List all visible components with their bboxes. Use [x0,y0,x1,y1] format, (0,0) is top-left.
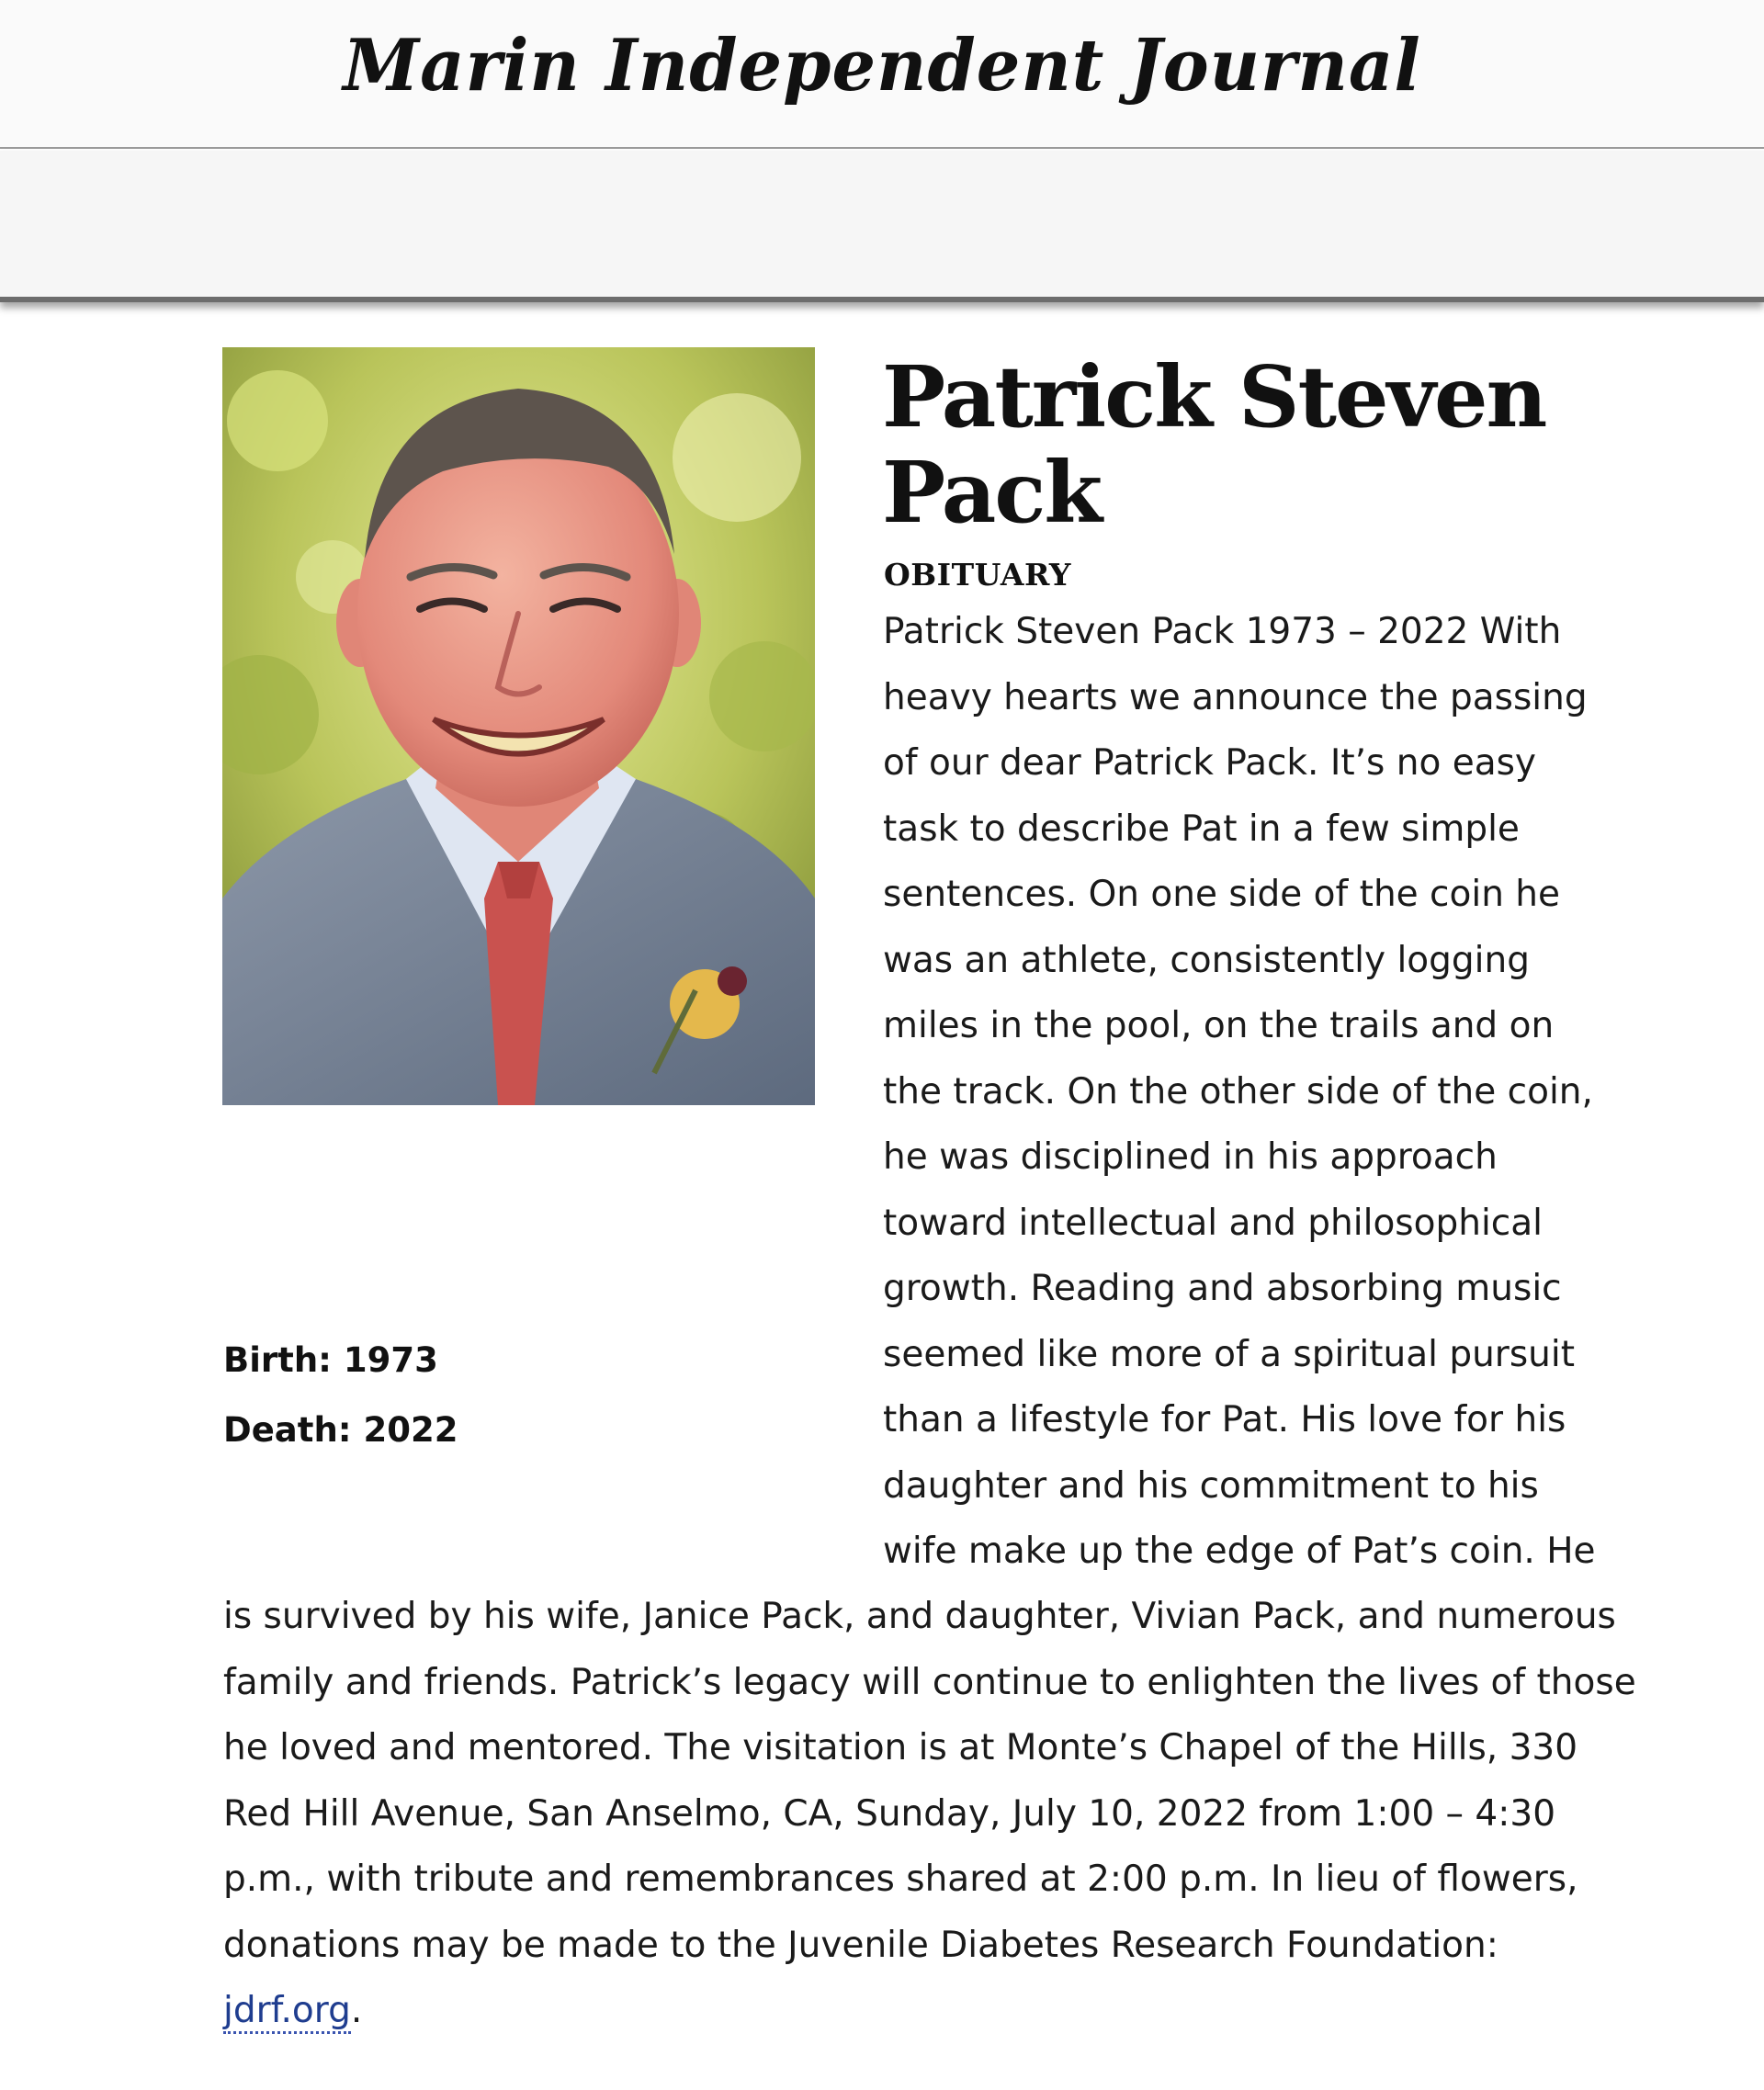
obituary-name [882,349,1580,540]
body-line: miles in the pool, on the trails and on [883,1005,1555,1046]
body-line: than a lifestyle for Pat. His love for his [883,1399,1566,1440]
body-line: family and friends. Patrick’s legacy will continue to enlighten the lives of those [223,1661,1636,1703]
body-line: heavy hearts we announce the passing [883,676,1588,718]
newspaper-logo[interactable]: Marin Independent Journal [343,24,1421,107]
body-line: of our dear Patrick Pack. It’s no easy [883,742,1536,784]
obituary-name-line-2: Pack [882,443,1102,542]
masthead [0,0,1764,149]
obituary-body-wide [223,1584,1636,2044]
obituary-name-line-1: Patrick Steven [882,347,1546,446]
body-line: wife make up the edge of Pat’s coin. He [883,1531,1596,1572]
death-year: Death: 2022 [223,1410,458,1450]
link-trailing-period: . [350,1990,363,2031]
body-line: he loved and mentored. The visitation is at Monte’s Chapel of the Hills, 330 [223,1727,1578,1768]
body-line: Patrick Steven Pack 1973 – 2022 With [883,611,1562,652]
portrait-photo [222,347,815,1105]
obituary-body-narrow [883,599,1596,1585]
section-label[interactable]: OBITUARY [884,557,1071,593]
body-line: Red Hill Avenue, San Anselmo, CA, Sunday, July 10, 2022 from 1:00 – 4:30 [223,1792,1556,1835]
body-line: sentences. On one side of the coin he [883,874,1561,915]
ad-banner-area [0,151,1764,302]
birth-year: Birth: 1973 [223,1340,438,1380]
body-line: the track. On the other side of the coin, [883,1070,1593,1113]
body-line: he was disciplined in his approach [883,1136,1498,1178]
body-line: seemed like more of a spiritual pursuit [883,1333,1575,1375]
body-line: p.m., with tribute and remembrances shared at 2:00 p.m. In lieu of flowers, [223,1858,1578,1900]
body-line-link [223,1978,1636,2044]
body-line: task to describe Pat in a few simple [883,808,1520,850]
body-line: donations may be made to the Juvenile Diabetes Research Foundation: [223,1924,1498,1966]
body-line: growth. Reading and absorbing music [883,1268,1562,1309]
jdrf-link[interactable]: jdrf.org [223,1990,351,2034]
portrait-illustration [222,347,815,1105]
body-line: toward intellectual and philosophical [883,1202,1543,1244]
body-line: was an athlete, consistently logging [883,939,1530,981]
body-line: daughter and his commitment to his [883,1464,1539,1507]
body-line: is survived by his wife, Janice Pack, and daughter, Vivian Pack, and numerous [223,1596,1616,1637]
